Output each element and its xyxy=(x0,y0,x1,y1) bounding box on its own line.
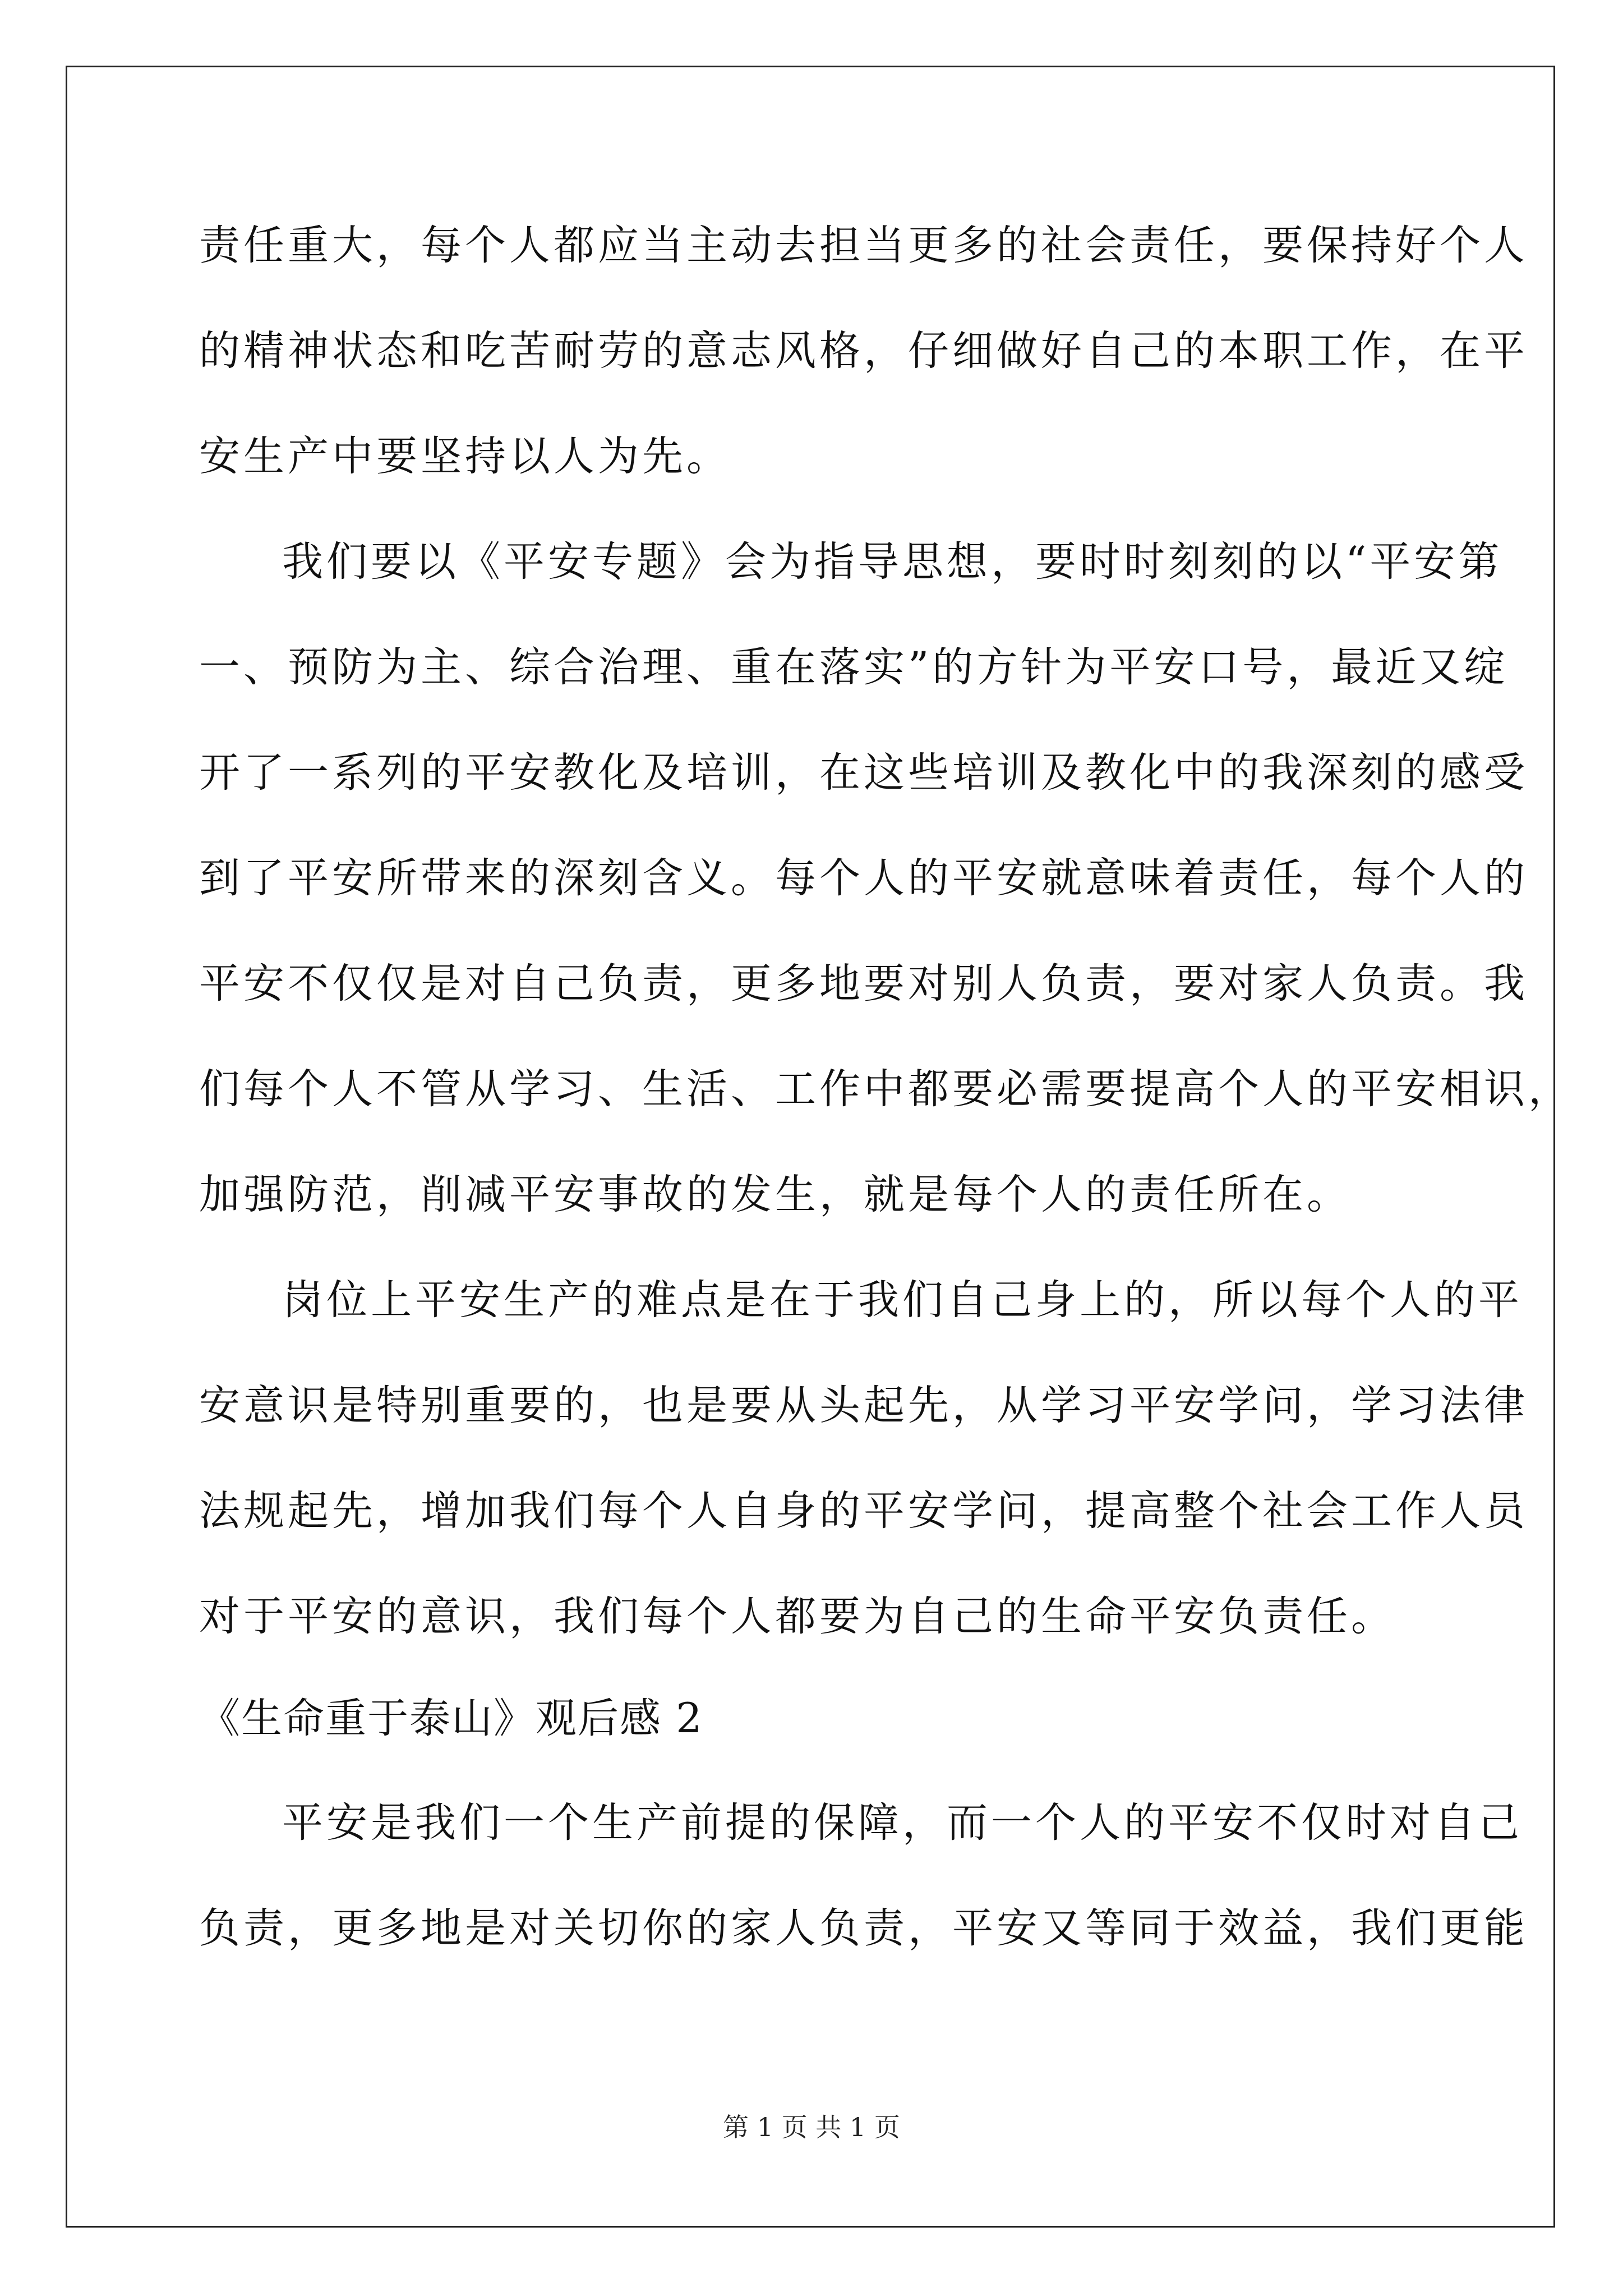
paragraph-2-line-6: 们每个人不管从学习、生活、工作中都要必需要提高个人的平安相识， xyxy=(199,1065,1573,1113)
paragraph-1-line-1: 责任重大，每个人都应当主动去担当更多的社会责任，要保持好个人 xyxy=(199,222,1528,269)
paragraph-2-line-7: 加强防范，削减平安事故的发生，就是每个人的责任所在。 xyxy=(199,1171,1351,1218)
paragraph-2-line-3: 开了一系列的平安教化及培训，在这些培训及教化中的我深刻的感受 xyxy=(199,749,1528,797)
section-paragraph-line-2: 负责，更多地是对关切你的家人负责，平安又等同于效益，我们更能 xyxy=(199,1904,1528,1952)
paragraph-2-line-2: 一、预防为主、综合治理、重在落实”的方针为平安口号，最近又绽 xyxy=(199,643,1509,691)
section-paragraph-line-1: 平安是我们一个生产前提的保障，而一个人的平安不仅时对自己 xyxy=(282,1799,1523,1847)
paragraph-3-line-2: 安意识是特别重要的，也是要从头起先，从学习平安学问，学习法律 xyxy=(199,1382,1528,1429)
section-heading: 《生命重于泰山》观后感 2 xyxy=(199,1695,703,1742)
paragraph-1-line-2: 的精神状态和吃苦耐劳的意志风格，仔细做好自己的本职工作，在平 xyxy=(199,327,1528,375)
paragraph-3-line-1: 岗位上平安生产的难点是在于我们自己身上的，所以每个人的平 xyxy=(282,1276,1523,1324)
paragraph-3-line-3: 法规起先，增加我们每个人自身的平安学问，提高整个社会工作人员 xyxy=(199,1487,1528,1535)
paragraph-1-line-3: 安生产中要坚持以人为先。 xyxy=(199,432,731,480)
paragraph-2-line-1: 我们要以《平安专题》会为指导思想，要时时刻刻的以“平安第 xyxy=(282,538,1503,586)
paragraph-2-line-5: 平安不仅仅是对自己负责，更多地要对别人负责，要对家人负责。我 xyxy=(199,960,1528,1007)
paragraph-2-line-4: 到了平安所带来的深刻含义。每个人的平安就意味着责任，每个人的 xyxy=(199,854,1528,902)
page-number-footer: 第 1 页 共 1 页 xyxy=(723,2112,900,2142)
paragraph-3-line-4: 对于平安的意识，我们每个人都要为自己的生命平安负责任。 xyxy=(199,1593,1395,1640)
